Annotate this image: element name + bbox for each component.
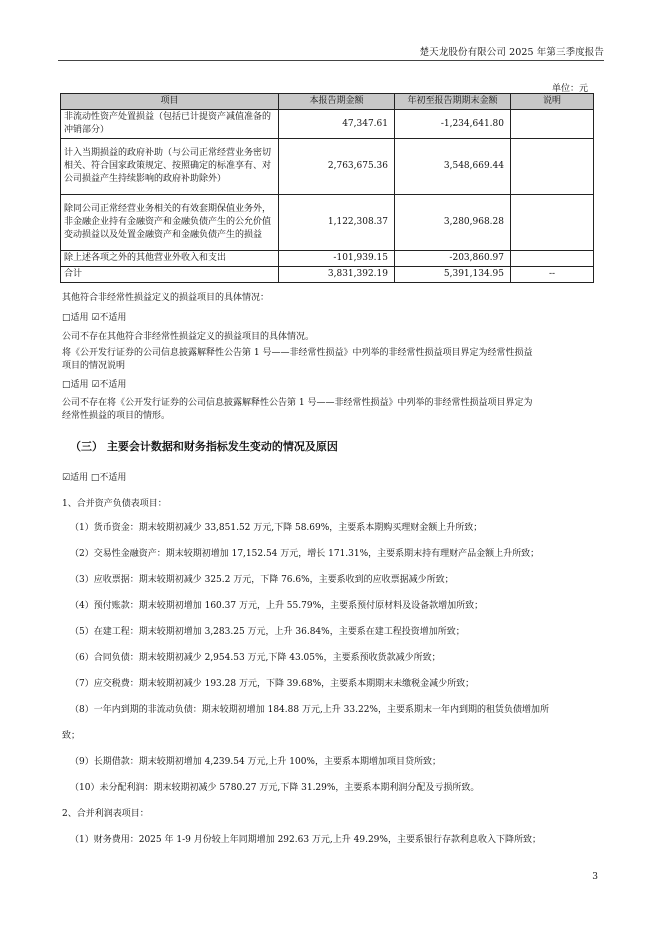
row-note bbox=[511, 251, 594, 267]
column-header-item: 项目 bbox=[61, 94, 279, 110]
section-title: （三） 主要会计数据和财务指标发生变动的情况及原因 bbox=[70, 440, 338, 453]
no-reclass-line-1: 公司不存在将《公开发行证券的公司信息披露解释性公告第 1 号——非经常性损益》中列举的非经常性损益项目界定为 bbox=[62, 398, 533, 408]
row-note bbox=[511, 195, 594, 251]
row-item: 合计 bbox=[61, 267, 279, 283]
row-item: 非流动性资产处置损益（包括已计提资产减值准备的冲销部分） bbox=[61, 110, 279, 139]
applicability-check-3: ☑适用 □不适用 bbox=[62, 473, 127, 483]
no-other-items-text: 公司不存在其他符合非经常性损益定义的损益项目的具体情况。 bbox=[62, 332, 315, 342]
applicability-check-1: □适用 ☑不适用 bbox=[62, 313, 127, 323]
row-ytd: -203,860.97 bbox=[395, 251, 511, 267]
table-row bbox=[61, 110, 594, 139]
list-item: （7）应交税费：期末较期初减少 193.28 万元，下降 39.68%，主要系本期期末未缴税金减少所致； bbox=[70, 679, 475, 689]
row-current: 1,122,308.37 bbox=[279, 195, 395, 251]
no-reclass-line-2: 经常性损益的项目的情形。 bbox=[62, 411, 171, 421]
list-item: （2）交易性金融资产：期末较期初增加 17,152.54 万元，增长 171.31%，主要系期末持有理财产品金额上升所致； bbox=[70, 549, 540, 559]
column-header-current: 本报告期金额 bbox=[279, 94, 395, 110]
row-current: 2,763,675.36 bbox=[279, 139, 395, 195]
column-header-note: 说明 bbox=[511, 94, 594, 110]
table-header-row bbox=[61, 94, 594, 110]
row-ytd: 3,280,968.28 bbox=[395, 195, 511, 251]
row-note bbox=[511, 110, 594, 139]
list-item: （10）未分配利润：期末较期初减少 5780.27 万元,下降 31.29%，主要系本期利润分配及亏损所致。 bbox=[70, 783, 480, 793]
applicability-check-2: □适用 ☑不适用 bbox=[62, 380, 127, 390]
list-item: （8）一年内到期的非流动负债：期末较期初增加 184.88 万元,上升 33.22%，主要系期末一年内到期的租赁负债增加所 bbox=[70, 705, 549, 715]
income-statement-heading: 2、合并利润表项目： bbox=[62, 809, 149, 819]
page-number: 3 bbox=[592, 872, 598, 882]
table-total-row bbox=[61, 267, 594, 283]
row-current: 3,831,392.19 bbox=[279, 267, 395, 283]
unit-label: 单位：元 bbox=[551, 84, 588, 94]
row-ytd: 3,548,669.44 bbox=[395, 139, 511, 195]
row-note: -- bbox=[511, 267, 594, 283]
list-item: （4）预付账款：期末较期初增加 160.37 万元，上升 55.79%，主要系预付原材料及设备款增加所致； bbox=[70, 601, 484, 611]
header-divider bbox=[58, 60, 604, 61]
non-recurring-gains-table bbox=[60, 93, 594, 283]
list-item: （9）长期借款：期末较期初增加 4,239.54 万元,上升 100%，主要系本期增加项目贷所致； bbox=[70, 757, 441, 767]
table-row bbox=[61, 139, 594, 195]
list-item: （3）应收票据：期末较期初减少 325.2 万元，下降 76.6%，主要系收到的应收票据减少所致； bbox=[70, 575, 454, 585]
row-current: -101,939.15 bbox=[279, 251, 395, 267]
list-item: （1）货币资金：期末较期初减少 33,851.52 万元,下降 58.69%，主要系本期购买理财金额上升所致； bbox=[70, 523, 483, 533]
row-item: 计入当期损益的政府补助（与公司正常经营业务密切相关、符合国家政策规定、按照确定的标准享有、对公司损益产生持续影响的政府补助除外） bbox=[61, 139, 279, 195]
row-item: 除同公司正常经营业务相关的有效套期保值业务外，非金融企业持有金融资产和金融负债产生的公允价值变动损益以及处置金融资产和金融负债产生的损益 bbox=[61, 195, 279, 251]
list-item-continuation: 致； bbox=[62, 731, 81, 741]
table-row bbox=[61, 251, 594, 267]
report-header: 楚天龙股份有限公司 2025 年第三季度报告 bbox=[419, 47, 604, 58]
other-items-text: 其他符合非经常性损益定义的损益项目的具体情况： bbox=[62, 293, 270, 303]
list-item: （6）合同负债：期末较期初减少 2,954.53 万元,下降 43.05%，主要系预收货款减少所致； bbox=[70, 653, 441, 663]
row-ytd: 5,391,134.95 bbox=[395, 267, 511, 283]
list-item: （1）财务费用：2025 年 1-9 月份较上年同期增加 292.63 万元,上升 49.29%，主要系银行存款利息收入下降所致； bbox=[70, 835, 541, 845]
table-row bbox=[61, 195, 594, 251]
column-header-ytd: 年初至报告期期末金额 bbox=[395, 94, 511, 110]
list-item: （5）在建工程：期末较期初增加 3,283.25 万元，上升 36.84%，主要系在建工程投资增加所致； bbox=[70, 627, 465, 637]
announcement-line-1: 将《公开发行证券的公司信息披露解释性公告第 1 号——非经常性损益》中列举的非经常性损益项目界定为经常性损益 bbox=[62, 348, 533, 358]
row-note bbox=[511, 139, 594, 195]
balance-sheet-heading: 1、合并资产负债表项目： bbox=[62, 499, 167, 509]
row-ytd: -1,234,641.80 bbox=[395, 110, 511, 139]
row-current: 47,347.61 bbox=[279, 110, 395, 139]
announcement-line-2: 项目的情况说明 bbox=[62, 361, 126, 371]
row-item: 除上述各项之外的其他营业外收入和支出 bbox=[61, 251, 279, 267]
